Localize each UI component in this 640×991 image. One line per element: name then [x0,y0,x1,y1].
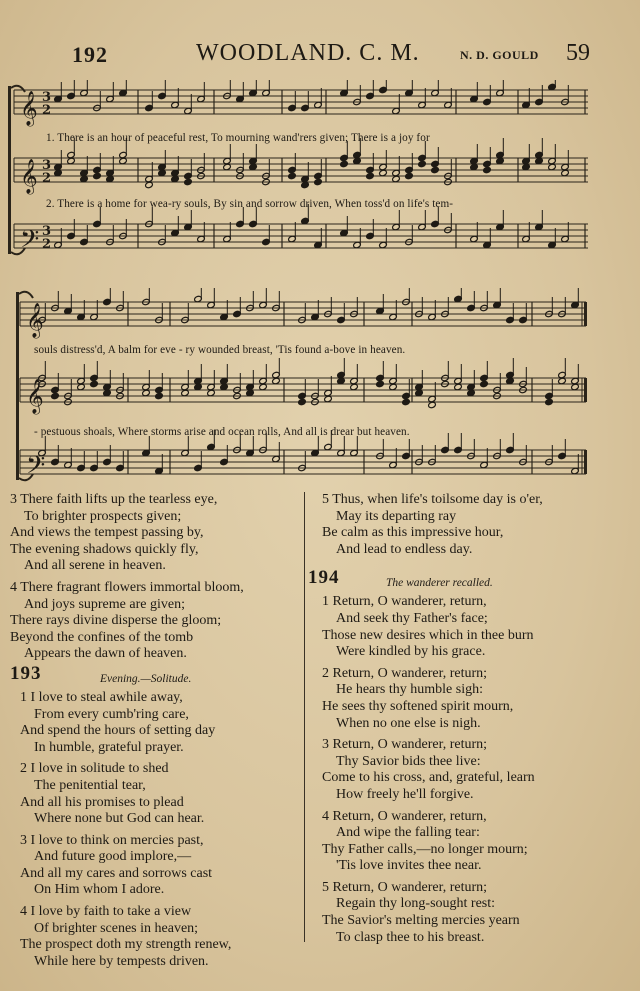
music-staff [14,138,588,195]
music-system-2 [0,288,640,488]
hymn-number: 194 [308,567,340,589]
hymn-193-heading [10,662,300,690]
verse-line: To brighter prospects given; [24,508,182,524]
verse-line: And all his promises to plead [20,794,184,810]
verse-line: And views the tempest passing by, [10,525,204,541]
clef-icon: 𝄢 [26,451,46,486]
stanza [322,880,622,946]
verse-line: And all serene in heaven. [24,558,166,574]
verse-line: The penitential tear, [34,777,146,793]
verse-line: Where none but God can hear. [34,811,205,827]
stanza [10,580,300,663]
verse-line: Thy Savior bids thee live: [336,753,481,769]
verse-line: 4 There fragrant flowers immortal bloom, [10,579,244,595]
verse-line: 1 I love to steal awhile away, [20,689,183,705]
verse-line: He hears thy humble sigh: [336,682,483,698]
verse-line: Regain thy long-sought rest: [336,896,496,912]
music-staff [20,358,587,415]
verse-line: In humble, grateful prayer. [34,739,184,755]
verse-line: Those new desires which in thee burn [322,627,534,643]
svg-text:3: 3 [42,224,52,239]
system1-lyric-verse2: 2. There is a home for wea-ry souls, By sin and sorrow driven, When toss'd on life's tem- [46,198,454,210]
stanza [322,809,622,875]
verse-line: Appears the dawn of heaven. [24,646,187,662]
verse-line: When no one else is nigh. [336,715,481,731]
verse-line: He sees thy softened spirit mourn, [322,698,514,714]
music-staff [20,430,587,486]
verse-line: And seek thy Father's face; [336,610,488,626]
stanza [322,594,622,660]
page-header [0,38,640,68]
verse-line: 5 Return, O wanderer, return; [322,879,488,895]
verse-line: Come to his cross, and, grateful, learn [322,770,535,786]
system1-lyric-verse1: 1. There is an hour of peaceful rest, To mourning wand'rers given; There is a joy for [46,132,430,144]
hymn-194-heading [308,567,622,594]
music-staff [20,288,587,339]
verse-line: On Him whom I adore. [34,882,165,898]
stanza [10,904,300,970]
verse-line: Were kindled by his grace. [336,644,486,660]
verse-line: While here by tempests driven. [34,953,209,969]
verse-line: May its departing ray [336,508,457,524]
music-system-1 [0,80,640,265]
verse-line: 1 Return, O wanderer, return, [322,594,487,610]
right-column [308,492,622,951]
verse-line: And future good implore,— [34,849,192,865]
svg-text:3: 3 [42,158,52,173]
stanza [10,492,300,575]
verse-line: 4 I love by faith to take a view [20,904,192,920]
verse-line: 3 I love to think on mercies past, [20,832,204,848]
music-staff [14,204,588,260]
verse-line: The Savior's melting mercies yearn [322,913,520,929]
svg-text:2: 2 [42,237,52,252]
verse-line: And wipe the falling tear: [336,825,480,841]
verse-line: From every cumb'ring care, [34,706,189,722]
hymn-subtitle: The wanderer recalled. [386,577,493,590]
left-column [10,492,300,975]
clef-icon: 𝄞 [26,303,44,338]
verse-line: And all my cares and sorrows cast [20,865,213,881]
hymn-subtitle: Evening.—Solitude. [100,672,192,685]
composer-name: N. D. GOULD [460,48,539,62]
svg-text:3: 3 [42,90,52,105]
verse-line: 'Tis love invites thee near. [336,858,482,874]
verse-line: How freely he'll forgive. [336,786,474,802]
verse-line: And spend the hours of setting day [20,723,216,739]
stanza [10,761,300,827]
verse-line: 3 There faith lifts up the tearless eye, [10,492,218,507]
verse-line: To clasp thee to his breast. [336,929,485,945]
verse-line: 3 Return, O wanderer, return; [322,737,488,753]
tune-number: 192 [72,42,108,67]
system2-lyric-verse1: souls distress'd, A balm for eve - ry wounded breast, 'Tis found a-bove in heaven. [34,344,406,356]
stanza [10,833,300,899]
verse-line: The prospect doth my strength renew, [20,937,232,953]
stanza [322,492,622,558]
svg-text:2: 2 [42,171,52,186]
verse-line: Beyond the confines of the tomb [10,629,194,645]
verse-line: The evening shadows quickly fly, [10,541,199,557]
clef-icon: 𝄢 [20,225,40,260]
verse-line: And joys supreme are given; [24,596,185,612]
page-number: 59 [566,40,590,66]
stanza [10,690,300,756]
verse-line: And lead to endless day. [336,541,473,557]
music-staff [14,80,588,127]
stanza [322,666,622,732]
clef-icon: 𝄞 [20,91,38,126]
clef-icon: 𝄞 [26,379,44,414]
verse-line: 2 Return, O wanderer, return; [322,665,488,681]
verse-line: Be calm as this impressive hour, [322,525,504,541]
stanza [322,737,622,803]
verse-line: 4 Return, O wanderer, return, [322,808,487,824]
clef-icon: 𝄞 [20,159,38,194]
tune-title: WOODLAND. C. M. [196,40,420,66]
verse-line: 2 I love in solitude to shed [20,761,169,777]
column-divider [304,492,305,942]
svg-text:2: 2 [42,103,52,118]
system2-lyric-verse2: - pestuous shoals, Where storms arise and ocean rolls, And all is drear but heaven. [34,426,410,438]
hymn-number: 193 [10,662,42,684]
verse-line: 5 Thus, when life's toilsome day is o'er, [322,492,543,507]
verse-line: Of brighter scenes in heaven; [34,920,199,936]
verse-line: Thy Father calls,—no longer mourn; [322,841,528,857]
verse-line: There rays divine disperse the gloom; [10,613,222,629]
